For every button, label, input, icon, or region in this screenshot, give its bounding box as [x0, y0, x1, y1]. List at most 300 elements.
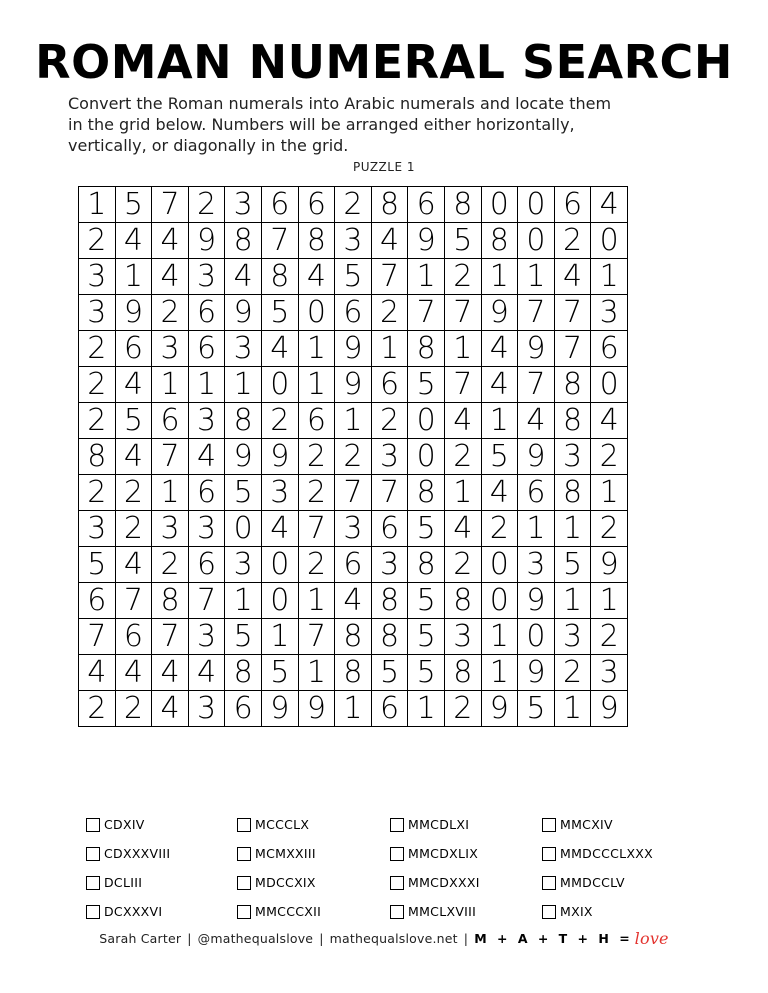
- word-list-item: [86, 868, 170, 897]
- grid-cell: 7: [335, 475, 372, 511]
- grid-cell: 6: [371, 511, 408, 547]
- grid-cell: 5: [371, 655, 408, 691]
- grid-cell: 6: [225, 691, 262, 727]
- grid-cell: 3: [261, 475, 298, 511]
- grid-cell: 6: [335, 547, 372, 583]
- grid-cell: 9: [335, 331, 372, 367]
- grid-cell: 5: [115, 187, 152, 223]
- grid-row: [79, 619, 628, 655]
- grid-cell: 7: [371, 259, 408, 295]
- grid-row: [79, 367, 628, 403]
- grid-row: [79, 511, 628, 547]
- grid-cell: 8: [481, 223, 518, 259]
- grid-cell: 0: [408, 439, 445, 475]
- grid-cell: 7: [152, 619, 189, 655]
- grid-cell: 2: [554, 655, 591, 691]
- grid-cell: 9: [518, 583, 555, 619]
- grid-cell: 1: [518, 259, 555, 295]
- grid-cell: 8: [554, 475, 591, 511]
- grid-cell: 4: [444, 511, 481, 547]
- grid-cell: 7: [444, 295, 481, 331]
- grid-cell: 1: [188, 367, 225, 403]
- grid-cell: 4: [481, 367, 518, 403]
- grid-cell: 2: [444, 691, 481, 727]
- grid-cell: 2: [591, 439, 628, 475]
- checkbox[interactable]: [542, 847, 556, 861]
- checkbox[interactable]: [86, 847, 100, 861]
- grid-cell: 4: [115, 223, 152, 259]
- footer-author: Sarah Carter: [99, 931, 182, 946]
- grid-cell: 1: [261, 619, 298, 655]
- grid-row: [79, 547, 628, 583]
- grid-cell: 0: [225, 511, 262, 547]
- grid-cell: 4: [152, 691, 189, 727]
- grid-cell: 4: [152, 223, 189, 259]
- grid-cell: 9: [261, 439, 298, 475]
- grid-cell: 1: [298, 367, 335, 403]
- grid-cell: 8: [152, 583, 189, 619]
- grid-cell: 6: [371, 367, 408, 403]
- grid-cell: 7: [554, 295, 591, 331]
- grid-cell: 6: [261, 187, 298, 223]
- grid-cell: 8: [335, 619, 372, 655]
- grid-cell: 5: [408, 583, 445, 619]
- grid-cell: 0: [591, 223, 628, 259]
- grid-cell: 8: [444, 187, 481, 223]
- grid-cell: 7: [444, 367, 481, 403]
- word-list-item: [390, 897, 480, 926]
- grid-cell: 4: [518, 403, 555, 439]
- grid-cell: 5: [225, 475, 262, 511]
- grid-cell: 6: [298, 187, 335, 223]
- grid-cell: 3: [188, 511, 225, 547]
- instructions-line: vertically, or diagonally in the grid.: [68, 136, 349, 155]
- word-list-item: [86, 810, 170, 839]
- grid-cell: 8: [371, 619, 408, 655]
- grid-cell: 0: [408, 403, 445, 439]
- roman-numeral-label: MMDCCLV: [560, 875, 625, 890]
- grid-cell: 6: [408, 187, 445, 223]
- grid-cell: 4: [261, 331, 298, 367]
- checkbox[interactable]: [390, 876, 404, 890]
- grid-cell: 1: [591, 475, 628, 511]
- checkbox[interactable]: [86, 818, 100, 832]
- grid-cell: 2: [444, 259, 481, 295]
- grid-cell: 4: [554, 259, 591, 295]
- grid-cell: 5: [408, 511, 445, 547]
- grid-cell: 1: [481, 403, 518, 439]
- checkbox[interactable]: [237, 905, 251, 919]
- grid-cell: 2: [371, 295, 408, 331]
- grid-cell: 2: [152, 547, 189, 583]
- grid-cell: 3: [335, 511, 372, 547]
- grid-cell: 4: [152, 655, 189, 691]
- grid-row: [79, 259, 628, 295]
- grid-cell: 8: [335, 655, 372, 691]
- grid-cell: 9: [188, 223, 225, 259]
- grid-cell: 3: [188, 259, 225, 295]
- grid-cell: 2: [591, 511, 628, 547]
- grid-cell: 7: [298, 619, 335, 655]
- checkbox[interactable]: [542, 876, 556, 890]
- grid-cell: 1: [335, 691, 372, 727]
- grid-cell: 1: [591, 259, 628, 295]
- grid-cell: 2: [335, 187, 372, 223]
- grid-cell: 1: [115, 259, 152, 295]
- grid-cell: 7: [554, 331, 591, 367]
- grid-cell: 1: [591, 583, 628, 619]
- grid-cell: 6: [115, 619, 152, 655]
- grid-cell: 3: [225, 331, 262, 367]
- grid-cell: 2: [152, 295, 189, 331]
- grid-cell: 7: [298, 511, 335, 547]
- grid-cell: 2: [188, 187, 225, 223]
- roman-numeral-label: MCMXXIII: [255, 846, 316, 861]
- grid-cell: 1: [335, 403, 372, 439]
- grid-cell: 7: [518, 295, 555, 331]
- grid-cell: 2: [79, 475, 116, 511]
- checkbox[interactable]: [86, 876, 100, 890]
- grid-cell: 8: [261, 259, 298, 295]
- roman-numeral-label: MMCDXXXI: [408, 875, 480, 890]
- grid-cell: 5: [554, 547, 591, 583]
- grid-row: [79, 187, 628, 223]
- puzzle-label: PUZZLE 1: [353, 160, 415, 174]
- grid-cell: 8: [408, 475, 445, 511]
- grid-cell: 7: [261, 223, 298, 259]
- grid-cell: 2: [298, 547, 335, 583]
- grid-cell: 4: [371, 223, 408, 259]
- grid-cell: 2: [79, 331, 116, 367]
- grid-cell: 4: [188, 439, 225, 475]
- grid-row: [79, 223, 628, 259]
- roman-numeral-label: MCCCLX: [255, 817, 310, 832]
- grid-cell: 9: [115, 295, 152, 331]
- roman-numeral-label: MMCXIV: [560, 817, 613, 832]
- grid-cell: 2: [79, 223, 116, 259]
- grid-cell: 3: [188, 403, 225, 439]
- grid-cell: 6: [591, 331, 628, 367]
- grid-cell: 6: [152, 403, 189, 439]
- grid-cell: 0: [261, 367, 298, 403]
- grid-cell: 5: [518, 691, 555, 727]
- grid-cell: 2: [371, 403, 408, 439]
- grid-cell: 1: [225, 367, 262, 403]
- grid-cell: 3: [152, 331, 189, 367]
- word-list-item: [390, 839, 480, 868]
- grid-cell: 9: [408, 223, 445, 259]
- grid-cell: 0: [481, 187, 518, 223]
- grid-row: [79, 691, 628, 727]
- footer-separator: |: [463, 931, 469, 946]
- grid-cell: 1: [371, 331, 408, 367]
- grid-cell: 1: [481, 655, 518, 691]
- grid-cell: 4: [188, 655, 225, 691]
- grid-cell: 4: [115, 655, 152, 691]
- grid-cell: 5: [225, 619, 262, 655]
- grid-cell: 1: [152, 475, 189, 511]
- grid-cell: 7: [79, 619, 116, 655]
- word-list-item: [542, 868, 653, 897]
- grid-cell: 4: [115, 547, 152, 583]
- grid-cell: 9: [481, 691, 518, 727]
- math-logo-text: M + A + T + H =: [474, 931, 633, 946]
- grid-cell: 0: [481, 583, 518, 619]
- instructions-line: Convert the Roman numerals into Arabic numerals and locate them: [68, 94, 612, 113]
- grid-cell: 2: [79, 691, 116, 727]
- checkbox[interactable]: [237, 847, 251, 861]
- instructions-line: in the grid below. Numbers will be arranged either horizontally,: [68, 115, 575, 134]
- grid-cell: 5: [408, 367, 445, 403]
- number-search-grid: [78, 186, 628, 727]
- grid-row: [79, 439, 628, 475]
- grid-cell: 1: [298, 655, 335, 691]
- grid-cell: 0: [518, 223, 555, 259]
- grid-cell: 1: [408, 259, 445, 295]
- grid-cell: 3: [518, 547, 555, 583]
- grid-cell: 2: [79, 367, 116, 403]
- word-list-item: [237, 839, 321, 868]
- grid-cell: 8: [79, 439, 116, 475]
- grid-cell: 7: [152, 439, 189, 475]
- grid-cell: 2: [79, 403, 116, 439]
- grid-cell: 3: [591, 655, 628, 691]
- grid-cell: 1: [554, 583, 591, 619]
- grid-cell: 4: [79, 655, 116, 691]
- grid-cell: 1: [79, 187, 116, 223]
- grid-cell: 0: [261, 583, 298, 619]
- grid-cell: 0: [261, 547, 298, 583]
- grid-cell: 2: [298, 439, 335, 475]
- grid-cell: 7: [371, 475, 408, 511]
- grid-cell: 3: [371, 439, 408, 475]
- grid-cell: 2: [444, 547, 481, 583]
- instructions: [68, 93, 708, 156]
- word-list-item: [86, 897, 170, 926]
- grid-cell: 5: [79, 547, 116, 583]
- grid-cell: 6: [298, 403, 335, 439]
- grid-cell: 4: [481, 331, 518, 367]
- checkbox[interactable]: [390, 818, 404, 832]
- grid-row: [79, 403, 628, 439]
- grid-cell: 4: [591, 403, 628, 439]
- grid-cell: 3: [79, 259, 116, 295]
- grid-cell: 0: [298, 295, 335, 331]
- grid-cell: 8: [444, 583, 481, 619]
- grid-cell: 4: [152, 259, 189, 295]
- word-list-item: [237, 897, 321, 926]
- word-list-item: [86, 839, 170, 868]
- grid-cell: 5: [261, 655, 298, 691]
- grid-cell: 5: [408, 655, 445, 691]
- word-list-column: [237, 810, 321, 926]
- grid-cell: 3: [152, 511, 189, 547]
- word-list-item: [542, 897, 653, 926]
- grid-cell: 9: [225, 439, 262, 475]
- checkbox[interactable]: [390, 905, 404, 919]
- word-list-item: [542, 839, 653, 868]
- grid-cell: 8: [225, 403, 262, 439]
- roman-numeral-label: MMDCCCLXXX: [560, 846, 654, 861]
- checkbox[interactable]: [237, 818, 251, 832]
- grid-cell: 3: [79, 511, 116, 547]
- checkbox[interactable]: [237, 876, 251, 890]
- grid-cell: 4: [115, 439, 152, 475]
- footer-separator: |: [319, 931, 324, 946]
- grid-cell: 1: [408, 691, 445, 727]
- grid-cell: 1: [518, 511, 555, 547]
- grid-cell: 7: [518, 367, 555, 403]
- grid-cell: 3: [554, 619, 591, 655]
- word-list-item: [390, 868, 480, 897]
- grid-cell: 0: [591, 367, 628, 403]
- checkbox[interactable]: [542, 905, 556, 919]
- grid-cell: 8: [408, 331, 445, 367]
- word-list-item: [237, 868, 321, 897]
- grid-cell: 3: [225, 547, 262, 583]
- grid-cell: 4: [115, 367, 152, 403]
- grid-cell: 9: [298, 691, 335, 727]
- word-list-column: [542, 810, 653, 926]
- grid-cell: 9: [225, 295, 262, 331]
- grid-cell: 7: [188, 583, 225, 619]
- grid-row: [79, 583, 628, 619]
- grid-cell: 1: [554, 691, 591, 727]
- grid-cell: 6: [518, 475, 555, 511]
- grid-cell: 8: [554, 403, 591, 439]
- grid-cell: 6: [371, 691, 408, 727]
- grid-cell: 2: [261, 403, 298, 439]
- roman-numeral-label: DCXXXVI: [104, 904, 163, 919]
- grid-cell: 2: [481, 511, 518, 547]
- grid-cell: 8: [298, 223, 335, 259]
- grid-cell: 9: [518, 439, 555, 475]
- grid-cell: 2: [298, 475, 335, 511]
- grid-cell: 8: [371, 187, 408, 223]
- grid-cell: 2: [444, 439, 481, 475]
- roman-numeral-label: MDCCXIX: [255, 875, 316, 890]
- grid-cell: 4: [335, 583, 372, 619]
- roman-numeral-label: MMCCCXII: [255, 904, 322, 919]
- word-list-item: [237, 810, 321, 839]
- grid-cell: 1: [152, 367, 189, 403]
- grid-cell: 4: [261, 511, 298, 547]
- grid-cell: 5: [408, 619, 445, 655]
- footer-separator: |: [187, 931, 192, 946]
- footer: [0, 929, 768, 948]
- grid-cell: 6: [79, 583, 116, 619]
- word-list-item: [542, 810, 653, 839]
- grid-cell: 3: [188, 691, 225, 727]
- roman-numeral-label: MMCLXVIII: [408, 904, 477, 919]
- grid-cell: 8: [408, 547, 445, 583]
- checkbox[interactable]: [542, 818, 556, 832]
- grid-cell: 1: [225, 583, 262, 619]
- footer-handle: @mathequalslove: [197, 931, 314, 946]
- checkbox[interactable]: [86, 905, 100, 919]
- grid-cell: 2: [335, 439, 372, 475]
- checkbox[interactable]: [390, 847, 404, 861]
- page-title: ROMAN NUMERAL SEARCH: [35, 35, 733, 89]
- grid-cell: 2: [115, 691, 152, 727]
- grid-cell: 3: [79, 295, 116, 331]
- roman-numeral-label: MMCDXLIX: [408, 846, 479, 861]
- roman-numeral-label: CDXXXVIII: [104, 846, 171, 861]
- love-logo: love: [634, 929, 669, 948]
- grid-cell: 6: [554, 187, 591, 223]
- grid-cell: 4: [481, 475, 518, 511]
- grid-row: [79, 331, 628, 367]
- grid-cell: 6: [188, 295, 225, 331]
- grid-cell: 1: [444, 331, 481, 367]
- grid-cell: 7: [408, 295, 445, 331]
- grid-cell: 3: [335, 223, 372, 259]
- word-list-column: [86, 810, 170, 926]
- grid-cell: 8: [225, 223, 262, 259]
- grid-cell: 1: [444, 475, 481, 511]
- grid-cell: 2: [554, 223, 591, 259]
- grid-row: [79, 295, 628, 331]
- grid-cell: 2: [591, 619, 628, 655]
- grid-cell: 4: [298, 259, 335, 295]
- footer-website: mathequalslove.net: [329, 931, 458, 946]
- grid-cell: 7: [115, 583, 152, 619]
- grid-cell: 0: [518, 187, 555, 223]
- grid-cell: 2: [115, 511, 152, 547]
- grid-cell: 6: [115, 331, 152, 367]
- grid-cell: 4: [225, 259, 262, 295]
- grid-cell: 3: [188, 619, 225, 655]
- grid-cell: 6: [188, 547, 225, 583]
- grid-cell: 5: [481, 439, 518, 475]
- grid-cell: 5: [444, 223, 481, 259]
- grid-row: [79, 475, 628, 511]
- grid-cell: 5: [115, 403, 152, 439]
- grid-cell: 5: [261, 295, 298, 331]
- word-list-column: [390, 810, 480, 926]
- grid-cell: 2: [115, 475, 152, 511]
- grid-cell: 9: [261, 691, 298, 727]
- grid-cell: 3: [225, 187, 262, 223]
- grid-cell: 3: [591, 295, 628, 331]
- grid-cell: 1: [298, 331, 335, 367]
- grid-cell: 9: [518, 655, 555, 691]
- grid-cell: 3: [371, 547, 408, 583]
- grid-cell: 0: [518, 619, 555, 655]
- grid-cell: 9: [335, 367, 372, 403]
- grid-cell: 7: [152, 187, 189, 223]
- grid-cell: 0: [481, 547, 518, 583]
- grid-cell: 3: [444, 619, 481, 655]
- grid-cell: 6: [188, 331, 225, 367]
- roman-numeral-label: MXIX: [560, 904, 593, 919]
- grid-cell: 9: [481, 295, 518, 331]
- grid-cell: 8: [225, 655, 262, 691]
- grid-cell: 1: [481, 619, 518, 655]
- grid-cell: 4: [444, 403, 481, 439]
- word-list-item: [390, 810, 480, 839]
- grid-cell: 9: [518, 331, 555, 367]
- grid-cell: 4: [591, 187, 628, 223]
- grid-cell: 3: [554, 439, 591, 475]
- grid-cell: 6: [335, 295, 372, 331]
- grid-cell: 1: [298, 583, 335, 619]
- roman-numeral-label: MMCDLXI: [408, 817, 470, 832]
- grid-cell: 9: [591, 547, 628, 583]
- grid-cell: 9: [591, 691, 628, 727]
- grid-cell: 8: [554, 367, 591, 403]
- grid-row: [79, 655, 628, 691]
